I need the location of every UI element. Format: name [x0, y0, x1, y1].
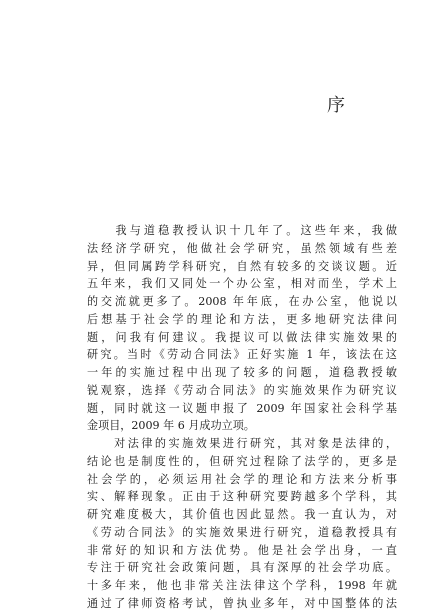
text-line: 题，问我有何建议。我提议可以做法律实施效果的 — [87, 330, 397, 344]
text-line: 我与道稳教授认识十几年了。这些年来，我做 — [87, 224, 397, 237]
text-line: 非常好的知识和方法优势。他是社会学出身，一直 — [87, 543, 397, 557]
text-line: 研究难度极大，其价值也因此显然。我一直认为，对 — [87, 508, 397, 521]
text-line: 通过了律师资格考试，曾执业多年，对中国整体的法 — [87, 596, 397, 610]
text-line: 锐观察，选择《劳动合同法》的实施效果作为研究议 — [87, 383, 397, 397]
text-line: 题，同时就这一议题申报了 2009 年国家社会科学基 — [87, 401, 397, 415]
text-line: 结论也是制度性的，但研究过程除了法学的，更多是 — [87, 454, 397, 468]
text-line: 实、解释现象。正由于这种研究要跨越多个学科，其 — [87, 490, 397, 504]
body-text — [87, 222, 397, 613]
text-line: 十多年来，他也非常关注法律这个学科，1998 年就 — [87, 579, 397, 592]
text-line: 《劳动合同法》的实施效果进行研究，道稳教授具有 — [87, 525, 397, 539]
page-title: 序 — [327, 95, 345, 116]
text-line: 后想基于社会学的理论和方法，更多地研究法律问 — [87, 312, 397, 326]
text-line: 异，但同属跨学科研究，自然有较多的交谈议题。近 — [87, 259, 397, 273]
text-line: 专注于研究社会政策问题，具有深厚的社会学功底。 — [87, 561, 397, 575]
text-line: 一年的实施过程中出现了较多的问题，道稳教授敏 — [87, 366, 397, 379]
text-line: 对法律的实施效果进行研究，其对象是法律的， — [87, 437, 397, 450]
text-line: 金项目，2009 年 6 月成功立项。 — [87, 419, 255, 433]
text-line: 的交流就更多了。2008 年年底，在办公室，他说以 — [87, 295, 397, 308]
text-line: 研究。当时《劳动合同法》正好实施 1 年，该法在这 — [87, 348, 397, 362]
text-line: 法经济学研究，他做社会学研究，虽然领域有些差 — [87, 241, 397, 255]
text-line: 五年来，我们又同处一个办公室，相对而坐，学术上 — [87, 277, 397, 291]
text-line: 社会学的，必须运用社会学的理论和方法来分析事 — [87, 472, 397, 486]
